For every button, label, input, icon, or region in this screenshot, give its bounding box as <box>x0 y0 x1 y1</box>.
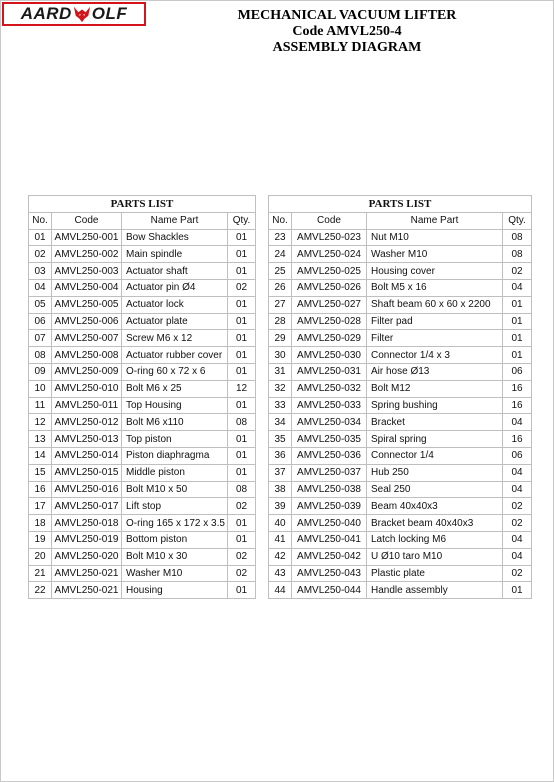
part-number-cell: 14 <box>29 447 52 464</box>
table-row <box>29 515 256 532</box>
column-header-qty: Qty. <box>228 212 256 229</box>
part-code-cell: AMVL250-028 <box>292 313 367 330</box>
part-name-cell: Bolt M5 x 16 <box>367 279 503 296</box>
part-qty-cell: 01 <box>228 431 256 448</box>
part-number-cell: 23 <box>269 229 292 246</box>
table-row <box>29 363 256 380</box>
part-number-cell: 28 <box>269 313 292 330</box>
part-name-cell: Latch locking M6 <box>367 531 503 548</box>
part-name-cell: Washer M10 <box>367 246 503 263</box>
part-qty-cell: 02 <box>228 548 256 565</box>
part-code-cell: AMVL250-014 <box>52 447 122 464</box>
part-code-cell: AMVL250-002 <box>52 246 122 263</box>
part-qty-cell: 01 <box>228 397 256 414</box>
part-number-cell: 31 <box>269 363 292 380</box>
part-number-cell: 42 <box>269 548 292 565</box>
table-row <box>29 447 256 464</box>
table-row <box>29 464 256 481</box>
part-code-cell: AMVL250-027 <box>292 296 367 313</box>
part-code-cell: AMVL250-034 <box>292 414 367 431</box>
part-name-cell: Seal 250 <box>367 481 503 498</box>
part-name-cell: Housing cover <box>367 263 503 280</box>
part-qty-cell: 06 <box>503 363 532 380</box>
part-name-cell: Bracket <box>367 414 503 431</box>
document-title <box>150 8 544 56</box>
table-row <box>269 279 532 296</box>
part-code-cell: AMVL250-007 <box>52 330 122 347</box>
part-qty-cell: 01 <box>228 515 256 532</box>
part-name-cell: Housing <box>122 582 228 599</box>
table-row <box>29 229 256 246</box>
part-code-cell: AMVL250-023 <box>292 229 367 246</box>
column-header-code: Code <box>292 212 367 229</box>
part-number-cell: 08 <box>29 347 52 364</box>
part-number-cell: 21 <box>29 565 52 582</box>
part-qty-cell: 16 <box>503 380 532 397</box>
part-number-cell: 22 <box>29 582 52 599</box>
part-code-cell: AMVL250-005 <box>52 296 122 313</box>
part-number-cell: 43 <box>269 565 292 582</box>
part-qty-cell: 01 <box>228 347 256 364</box>
part-qty-cell: 08 <box>228 414 256 431</box>
part-code-cell: AMVL250-041 <box>292 531 367 548</box>
part-code-cell: AMVL250-043 <box>292 565 367 582</box>
table-row <box>29 397 256 414</box>
brand-logo <box>2 2 146 26</box>
part-name-cell: Nut M10 <box>367 229 503 246</box>
part-name-cell: Air hose Ø13 <box>367 363 503 380</box>
column-header-no: No. <box>29 212 52 229</box>
table-row <box>269 397 532 414</box>
brand-logo-text-left: AARD <box>20 4 72 23</box>
part-code-cell: AMVL250-017 <box>52 498 122 515</box>
part-qty-cell: 08 <box>228 481 256 498</box>
part-qty-cell: 12 <box>228 380 256 397</box>
table-row <box>269 330 532 347</box>
part-number-cell: 17 <box>29 498 52 515</box>
part-qty-cell: 01 <box>503 582 532 599</box>
part-qty-cell: 01 <box>228 296 256 313</box>
part-name-cell: Bolt M10 x 50 <box>122 481 228 498</box>
part-number-cell: 25 <box>269 263 292 280</box>
part-code-cell: AMVL250-015 <box>52 464 122 481</box>
parts-list-table-left <box>28 195 256 599</box>
part-name-cell: Top Housing <box>122 397 228 414</box>
part-number-cell: 39 <box>269 498 292 515</box>
table-row <box>269 229 532 246</box>
table-row <box>29 565 256 582</box>
part-name-cell: Connector 1/4 x 3 <box>367 347 503 364</box>
part-number-cell: 19 <box>29 531 52 548</box>
part-name-cell: Shaft beam 60 x 60 x 2200 <box>367 296 503 313</box>
part-name-cell: Filter pad <box>367 313 503 330</box>
table-row <box>29 414 256 431</box>
part-name-cell: Bolt M10 x 30 <box>122 548 228 565</box>
table-row <box>269 246 532 263</box>
part-name-cell: Actuator shaft <box>122 263 228 280</box>
part-qty-cell: 16 <box>503 397 532 414</box>
table-row <box>269 447 532 464</box>
part-name-cell: Connector 1/4 <box>367 447 503 464</box>
part-name-cell: Bow Shackles <box>122 229 228 246</box>
part-name-cell: Filter <box>367 330 503 347</box>
part-number-cell: 09 <box>29 363 52 380</box>
brand-logo-wordmark <box>21 4 128 24</box>
part-number-cell: 41 <box>269 531 292 548</box>
part-number-cell: 38 <box>269 481 292 498</box>
part-code-cell: AMVL250-035 <box>292 431 367 448</box>
table-row <box>269 347 532 364</box>
part-name-cell: Handle assembly <box>367 582 503 599</box>
part-code-cell: AMVL250-040 <box>292 515 367 532</box>
part-qty-cell: 01 <box>503 296 532 313</box>
table-row <box>29 380 256 397</box>
part-code-cell: AMVL250-036 <box>292 447 367 464</box>
part-qty-cell: 01 <box>503 330 532 347</box>
part-name-cell: Washer M10 <box>122 565 228 582</box>
part-code-cell: AMVL250-013 <box>52 431 122 448</box>
part-code-cell: AMVL250-039 <box>292 498 367 515</box>
part-number-cell: 35 <box>269 431 292 448</box>
part-code-cell: AMVL250-033 <box>292 397 367 414</box>
part-number-cell: 29 <box>269 330 292 347</box>
part-code-cell: AMVL250-011 <box>52 397 122 414</box>
part-number-cell: 27 <box>269 296 292 313</box>
table-row <box>269 565 532 582</box>
part-number-cell: 07 <box>29 330 52 347</box>
part-number-cell: 10 <box>29 380 52 397</box>
part-code-cell: AMVL250-021 <box>52 582 122 599</box>
part-qty-cell: 02 <box>503 263 532 280</box>
part-number-cell: 02 <box>29 246 52 263</box>
column-header-name: Name Part <box>367 212 503 229</box>
part-name-cell: Actuator plate <box>122 313 228 330</box>
part-code-cell: AMVL250-024 <box>292 246 367 263</box>
brand-logo-text-right: OLF <box>91 4 128 23</box>
part-qty-cell: 02 <box>228 279 256 296</box>
table-row <box>29 582 256 599</box>
part-qty-cell: 01 <box>228 313 256 330</box>
part-name-cell: Bolt M12 <box>367 380 503 397</box>
part-number-cell: 18 <box>29 515 52 532</box>
part-name-cell: U Ø10 taro M10 <box>367 548 503 565</box>
part-name-cell: O-ring 165 x 172 x 3.5 <box>122 515 228 532</box>
part-code-cell: AMVL250-004 <box>52 279 122 296</box>
parts-list-body-right <box>269 229 532 599</box>
part-qty-cell: 04 <box>503 464 532 481</box>
part-qty-cell: 08 <box>503 246 532 263</box>
part-code-cell: AMVL250-029 <box>292 330 367 347</box>
part-name-cell: Spring bushing <box>367 397 503 414</box>
parts-list-caption: PARTS LIST <box>29 196 256 213</box>
part-name-cell: Spiral spring <box>367 431 503 448</box>
table-row <box>29 279 256 296</box>
part-number-cell: 44 <box>269 582 292 599</box>
part-name-cell: Bottom piston <box>122 531 228 548</box>
part-code-cell: AMVL250-026 <box>292 279 367 296</box>
part-number-cell: 06 <box>29 313 52 330</box>
part-name-cell: Top piston <box>122 431 228 448</box>
part-code-cell: AMVL250-019 <box>52 531 122 548</box>
part-code-cell: AMVL250-010 <box>52 380 122 397</box>
part-code-cell: AMVL250-003 <box>52 263 122 280</box>
column-header-name: Name Part <box>122 212 228 229</box>
part-qty-cell: 02 <box>228 498 256 515</box>
part-code-cell: AMVL250-009 <box>52 363 122 380</box>
part-qty-cell: 02 <box>503 565 532 582</box>
part-qty-cell: 01 <box>228 229 256 246</box>
part-qty-cell: 01 <box>503 347 532 364</box>
table-row <box>269 296 532 313</box>
part-number-cell: 12 <box>29 414 52 431</box>
part-code-cell: AMVL250-012 <box>52 414 122 431</box>
table-row <box>269 363 532 380</box>
part-number-cell: 20 <box>29 548 52 565</box>
part-qty-cell: 04 <box>503 481 532 498</box>
table-row <box>29 313 256 330</box>
part-qty-cell: 01 <box>228 330 256 347</box>
column-header-no: No. <box>269 212 292 229</box>
part-name-cell: Piston diaphragma <box>122 447 228 464</box>
part-number-cell: 03 <box>29 263 52 280</box>
part-name-cell: Actuator pin Ø4 <box>122 279 228 296</box>
part-code-cell: AMVL250-030 <box>292 347 367 364</box>
part-number-cell: 01 <box>29 229 52 246</box>
part-qty-cell: 01 <box>228 582 256 599</box>
part-qty-cell: 04 <box>503 414 532 431</box>
column-header-qty: Qty. <box>503 212 532 229</box>
part-number-cell: 40 <box>269 515 292 532</box>
title-product-code: Code AMVL250-4 <box>292 24 402 39</box>
part-name-cell: Main spindle <box>122 246 228 263</box>
part-qty-cell: 04 <box>503 531 532 548</box>
table-row <box>29 548 256 565</box>
part-code-cell: AMVL250-032 <box>292 380 367 397</box>
part-qty-cell: 01 <box>228 246 256 263</box>
table-row <box>269 464 532 481</box>
part-number-cell: 37 <box>269 464 292 481</box>
part-name-cell: Bracket beam 40x40x3 <box>367 515 503 532</box>
part-number-cell: 05 <box>29 296 52 313</box>
table-row <box>29 330 256 347</box>
part-qty-cell: 01 <box>228 531 256 548</box>
part-qty-cell: 02 <box>228 565 256 582</box>
parts-list-table-right <box>268 195 532 599</box>
part-qty-cell: 01 <box>228 263 256 280</box>
part-code-cell: AMVL250-031 <box>292 363 367 380</box>
part-qty-cell: 02 <box>503 498 532 515</box>
table-row <box>269 548 532 565</box>
part-code-cell: AMVL250-020 <box>52 548 122 565</box>
table-row <box>29 246 256 263</box>
table-row <box>269 431 532 448</box>
part-code-cell: AMVL250-001 <box>52 229 122 246</box>
title-product-name: MECHANICAL VACUUM LIFTER <box>237 8 457 23</box>
part-qty-cell: 04 <box>503 548 532 565</box>
part-code-cell: AMVL250-008 <box>52 347 122 364</box>
parts-list-caption: PARTS LIST <box>269 196 532 213</box>
part-qty-cell: 08 <box>503 229 532 246</box>
part-number-cell: 34 <box>269 414 292 431</box>
part-qty-cell: 01 <box>228 464 256 481</box>
part-number-cell: 33 <box>269 397 292 414</box>
table-row <box>269 414 532 431</box>
table-row <box>29 531 256 548</box>
table-row <box>269 515 532 532</box>
part-number-cell: 13 <box>29 431 52 448</box>
table-row <box>269 380 532 397</box>
part-name-cell: Lift stop <box>122 498 228 515</box>
part-code-cell: AMVL250-025 <box>292 263 367 280</box>
title-diagram-label: ASSEMBLY DIAGRAM <box>272 40 422 55</box>
part-name-cell: Bolt M6 x 25 <box>122 380 228 397</box>
table-row <box>29 481 256 498</box>
table-row <box>29 263 256 280</box>
part-number-cell: 11 <box>29 397 52 414</box>
part-code-cell: AMVL250-038 <box>292 481 367 498</box>
table-row <box>29 498 256 515</box>
part-qty-cell: 01 <box>228 363 256 380</box>
part-qty-cell: 01 <box>228 447 256 464</box>
part-name-cell: Screw M6 x 12 <box>122 330 228 347</box>
part-name-cell: Plastic plate <box>367 565 503 582</box>
column-header-code: Code <box>52 212 122 229</box>
table-row <box>269 531 532 548</box>
part-name-cell: Bolt M6 x110 <box>122 414 228 431</box>
part-code-cell: AMVL250-021 <box>52 565 122 582</box>
part-code-cell: AMVL250-016 <box>52 481 122 498</box>
part-number-cell: 16 <box>29 481 52 498</box>
part-code-cell: AMVL250-006 <box>52 313 122 330</box>
table-row <box>269 313 532 330</box>
part-name-cell: Hub 250 <box>367 464 503 481</box>
part-code-cell: AMVL250-044 <box>292 582 367 599</box>
part-code-cell: AMVL250-042 <box>292 548 367 565</box>
table-row <box>29 347 256 364</box>
part-qty-cell: 04 <box>503 279 532 296</box>
part-number-cell: 30 <box>269 347 292 364</box>
parts-list-body-left <box>29 229 256 599</box>
part-qty-cell: 16 <box>503 431 532 448</box>
wolf-head-icon <box>73 5 91 23</box>
part-name-cell: Middle piston <box>122 464 228 481</box>
table-row <box>269 481 532 498</box>
part-qty-cell: 06 <box>503 447 532 464</box>
part-qty-cell: 02 <box>503 515 532 532</box>
part-number-cell: 36 <box>269 447 292 464</box>
part-number-cell: 04 <box>29 279 52 296</box>
part-number-cell: 15 <box>29 464 52 481</box>
part-name-cell: Beam 40x40x3 <box>367 498 503 515</box>
part-number-cell: 32 <box>269 380 292 397</box>
part-qty-cell: 01 <box>503 313 532 330</box>
part-number-cell: 24 <box>269 246 292 263</box>
part-name-cell: Actuator lock <box>122 296 228 313</box>
table-row <box>269 582 532 599</box>
table-row <box>269 263 532 280</box>
part-number-cell: 26 <box>269 279 292 296</box>
table-row <box>29 296 256 313</box>
part-code-cell: AMVL250-018 <box>52 515 122 532</box>
part-code-cell: AMVL250-037 <box>292 464 367 481</box>
table-row <box>29 431 256 448</box>
part-name-cell: Actuator rubber cover <box>122 347 228 364</box>
part-name-cell: O-ring 60 x 72 x 6 <box>122 363 228 380</box>
table-row <box>269 498 532 515</box>
